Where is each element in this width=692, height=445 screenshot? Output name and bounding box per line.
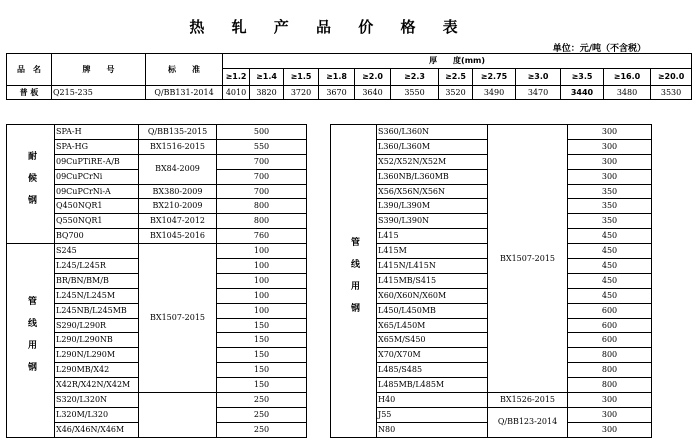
grade-cell: X46/X46N/X46M	[55, 422, 139, 437]
price-cell: 100	[217, 273, 307, 288]
thickness-header: ≥1.2	[223, 69, 250, 86]
common-standard: Q/BB131-2014	[146, 86, 223, 100]
price-cell: 3550	[391, 86, 439, 100]
price-cell: 150	[217, 378, 307, 393]
standard-cell: BX84-2009	[139, 154, 217, 184]
grade-cell: X60/X60N/X60M	[377, 288, 488, 303]
grade-cell: 09CuPCrNi	[55, 169, 139, 184]
grade-cell: 09CuPCrNi-A	[55, 184, 139, 199]
standard-cell	[139, 393, 217, 438]
price-cell: 100	[217, 288, 307, 303]
grade-cell: L290/L290NB	[55, 333, 139, 348]
grade-cell: L245N/L245M	[55, 288, 139, 303]
price-cell: 3530	[651, 86, 692, 100]
common-category: 普 板	[7, 86, 52, 100]
standard-cell: BX1045-2016	[139, 229, 217, 244]
price-cell: 800	[568, 348, 652, 363]
grade-cell: BQ700	[55, 229, 139, 244]
grade-cell: L360/L360M	[377, 139, 488, 154]
price-cell: 3720	[284, 86, 319, 100]
unit-label: 单位：元/吨（不含税）	[552, 44, 646, 54]
price-cell: 600	[568, 303, 652, 318]
grade-cell: S390/L390N	[377, 214, 488, 229]
grade-cell: L415	[377, 229, 488, 244]
price-cell: 250	[217, 407, 307, 422]
grade-cell: SPA-H	[55, 125, 139, 140]
left-price-table	[6, 124, 322, 438]
grade-cell: L245NB/L245MB	[55, 303, 139, 318]
thickness-header: ≥1.5	[284, 69, 319, 86]
grade-cell: L360NB/L360MB	[377, 169, 488, 184]
thickness-header: ≥2.5	[439, 69, 473, 86]
grade-cell: L450/L450MB	[377, 303, 488, 318]
price-cell: 350	[568, 199, 652, 214]
table-row	[7, 86, 692, 100]
standard-cell: BX1507-2015	[139, 244, 217, 393]
grade-cell: Q450NQR1	[55, 199, 139, 214]
grade-cell: X42R/X42N/X42M	[55, 378, 139, 393]
grade-cell: Q550NQR1	[55, 214, 139, 229]
grade-cell: S360/L360N	[377, 125, 488, 140]
grade-cell: S290/L290R	[55, 318, 139, 333]
price-cell: 450	[568, 229, 652, 244]
price-cell: 700	[217, 184, 307, 199]
table-row	[7, 244, 322, 259]
thickness-header: ≥3.0	[516, 69, 561, 86]
price-cell: 600	[568, 318, 652, 333]
grade-cell: 09CuPTiRE-A/B	[55, 154, 139, 169]
price-cell: 600	[568, 333, 652, 348]
standard-cell: BX1507-2015	[488, 125, 568, 393]
grade-cell: S320/L320N	[55, 393, 139, 408]
price-cell: 700	[217, 154, 307, 169]
price-cell: 3470	[516, 86, 561, 100]
grade-cell: S245	[55, 244, 139, 259]
price-cell: 300	[568, 393, 652, 408]
price-cell: 150	[217, 318, 307, 333]
price-cell: 3520	[439, 86, 473, 100]
right-price-table	[330, 124, 652, 438]
price-cell: 300	[568, 139, 652, 154]
header-category: 品 名	[7, 54, 52, 86]
header-standard: 标 准	[146, 54, 223, 86]
price-cell: 250	[217, 422, 307, 437]
price-cell: 700	[217, 169, 307, 184]
price-cell: 300	[568, 154, 652, 169]
price-cell: 500	[217, 125, 307, 140]
grade-cell: X56/X56N/X56N	[377, 184, 488, 199]
price-cell: 800	[568, 378, 652, 393]
grade-cell: L415MB/S415	[377, 273, 488, 288]
grade-cell: X65M/S450	[377, 333, 488, 348]
thickness-header: ≥2.75	[473, 69, 516, 86]
thickness-header: ≥1.8	[319, 69, 355, 86]
price-cell: 450	[568, 273, 652, 288]
price-cell: 450	[568, 259, 652, 274]
price-cell: 760	[217, 229, 307, 244]
price-cell: 800	[568, 363, 652, 378]
grade-cell: L485/S485	[377, 363, 488, 378]
thickness-header: ≥1.4	[250, 69, 284, 86]
standard-cell: BX380-2009	[139, 184, 217, 199]
grade-cell: L415N/L415N	[377, 259, 488, 274]
price-cell: 3820	[250, 86, 284, 100]
price-cell: 350	[568, 214, 652, 229]
grade-cell: X65/L450M	[377, 318, 488, 333]
price-cell: 150	[217, 363, 307, 378]
price-cell: 550	[217, 139, 307, 154]
standard-cell: BX1526-2015	[488, 393, 568, 408]
price-cell: 800	[217, 199, 307, 214]
price-cell: 100	[217, 244, 307, 259]
thickness-header: ≥2.0	[355, 69, 391, 86]
grade-cell: L485MB/L485M	[377, 378, 488, 393]
group-label: 耐候钢	[7, 125, 55, 244]
common-grade: Q215-235	[52, 86, 146, 100]
table-row	[7, 229, 322, 244]
header-grade: 牌 号	[52, 54, 146, 86]
price-cell: 4010	[223, 86, 250, 100]
grade-cell: L390/L390M	[377, 199, 488, 214]
standard-cell: BX1047-2012	[139, 214, 217, 229]
table-row	[7, 139, 322, 154]
table-row	[331, 407, 652, 422]
table-row	[331, 125, 652, 140]
grade-cell: L415M	[377, 244, 488, 259]
standard-cell: Q/BB123-2014	[488, 407, 568, 437]
price-cell: 100	[217, 259, 307, 274]
price-cell: 300	[568, 407, 652, 422]
price-cell: 100	[217, 303, 307, 318]
page-title: 热 轧 产 品 价 格 表	[189, 18, 469, 36]
table-row	[7, 214, 322, 229]
grade-cell: J55	[377, 407, 488, 422]
grade-cell: N80	[377, 422, 488, 437]
grade-cell: X52/X52N/X52M	[377, 154, 488, 169]
thickness-header: ≥3.5	[561, 69, 604, 86]
price-cell: 250	[217, 393, 307, 408]
price-cell: 300	[568, 125, 652, 140]
price-cell: 3490	[473, 86, 516, 100]
table-row	[7, 154, 322, 169]
group-label: 管线用钢	[331, 125, 377, 438]
grade-cell: BR/BN/BM/B	[55, 273, 139, 288]
header-thickness: 厚 度(mm)	[223, 54, 692, 69]
price-cell: 450	[568, 288, 652, 303]
price-cell: 150	[217, 348, 307, 363]
standard-cell: BX1516-2015	[139, 139, 217, 154]
price-cell: 800	[217, 214, 307, 229]
standard-cell: BX210-2009	[139, 199, 217, 214]
standard-cell: Q/BB135-2015	[139, 125, 217, 140]
price-cell: 3440	[561, 86, 604, 100]
grade-cell: H40	[377, 393, 488, 408]
grade-cell: L245/L245R	[55, 259, 139, 274]
price-cell: 3640	[355, 86, 391, 100]
table-row	[7, 199, 322, 214]
table-row	[7, 125, 322, 140]
price-cell: 3670	[319, 86, 355, 100]
price-cell: 3480	[604, 86, 651, 100]
price-cell: 300	[568, 422, 652, 437]
thickness-header: ≥2.3	[391, 69, 439, 86]
grade-cell: L320M/L320	[55, 407, 139, 422]
grade-cell: L290N/L290M	[55, 348, 139, 363]
price-cell: 350	[568, 184, 652, 199]
table-row	[7, 393, 322, 408]
price-cell: 450	[568, 244, 652, 259]
table-row	[7, 184, 322, 199]
thickness-header: ≥16.0	[604, 69, 651, 86]
table-row	[331, 393, 652, 408]
thickness-header: ≥20.0	[651, 69, 692, 86]
price-cell: 150	[217, 333, 307, 348]
group-label: 管线用钢	[7, 244, 55, 438]
grade-cell: L290MB/X42	[55, 363, 139, 378]
price-cell: 300	[568, 169, 652, 184]
common-plate-price-table	[6, 53, 692, 100]
grade-cell: X70/X70M	[377, 348, 488, 363]
grade-cell: SPA-HG	[55, 139, 139, 154]
